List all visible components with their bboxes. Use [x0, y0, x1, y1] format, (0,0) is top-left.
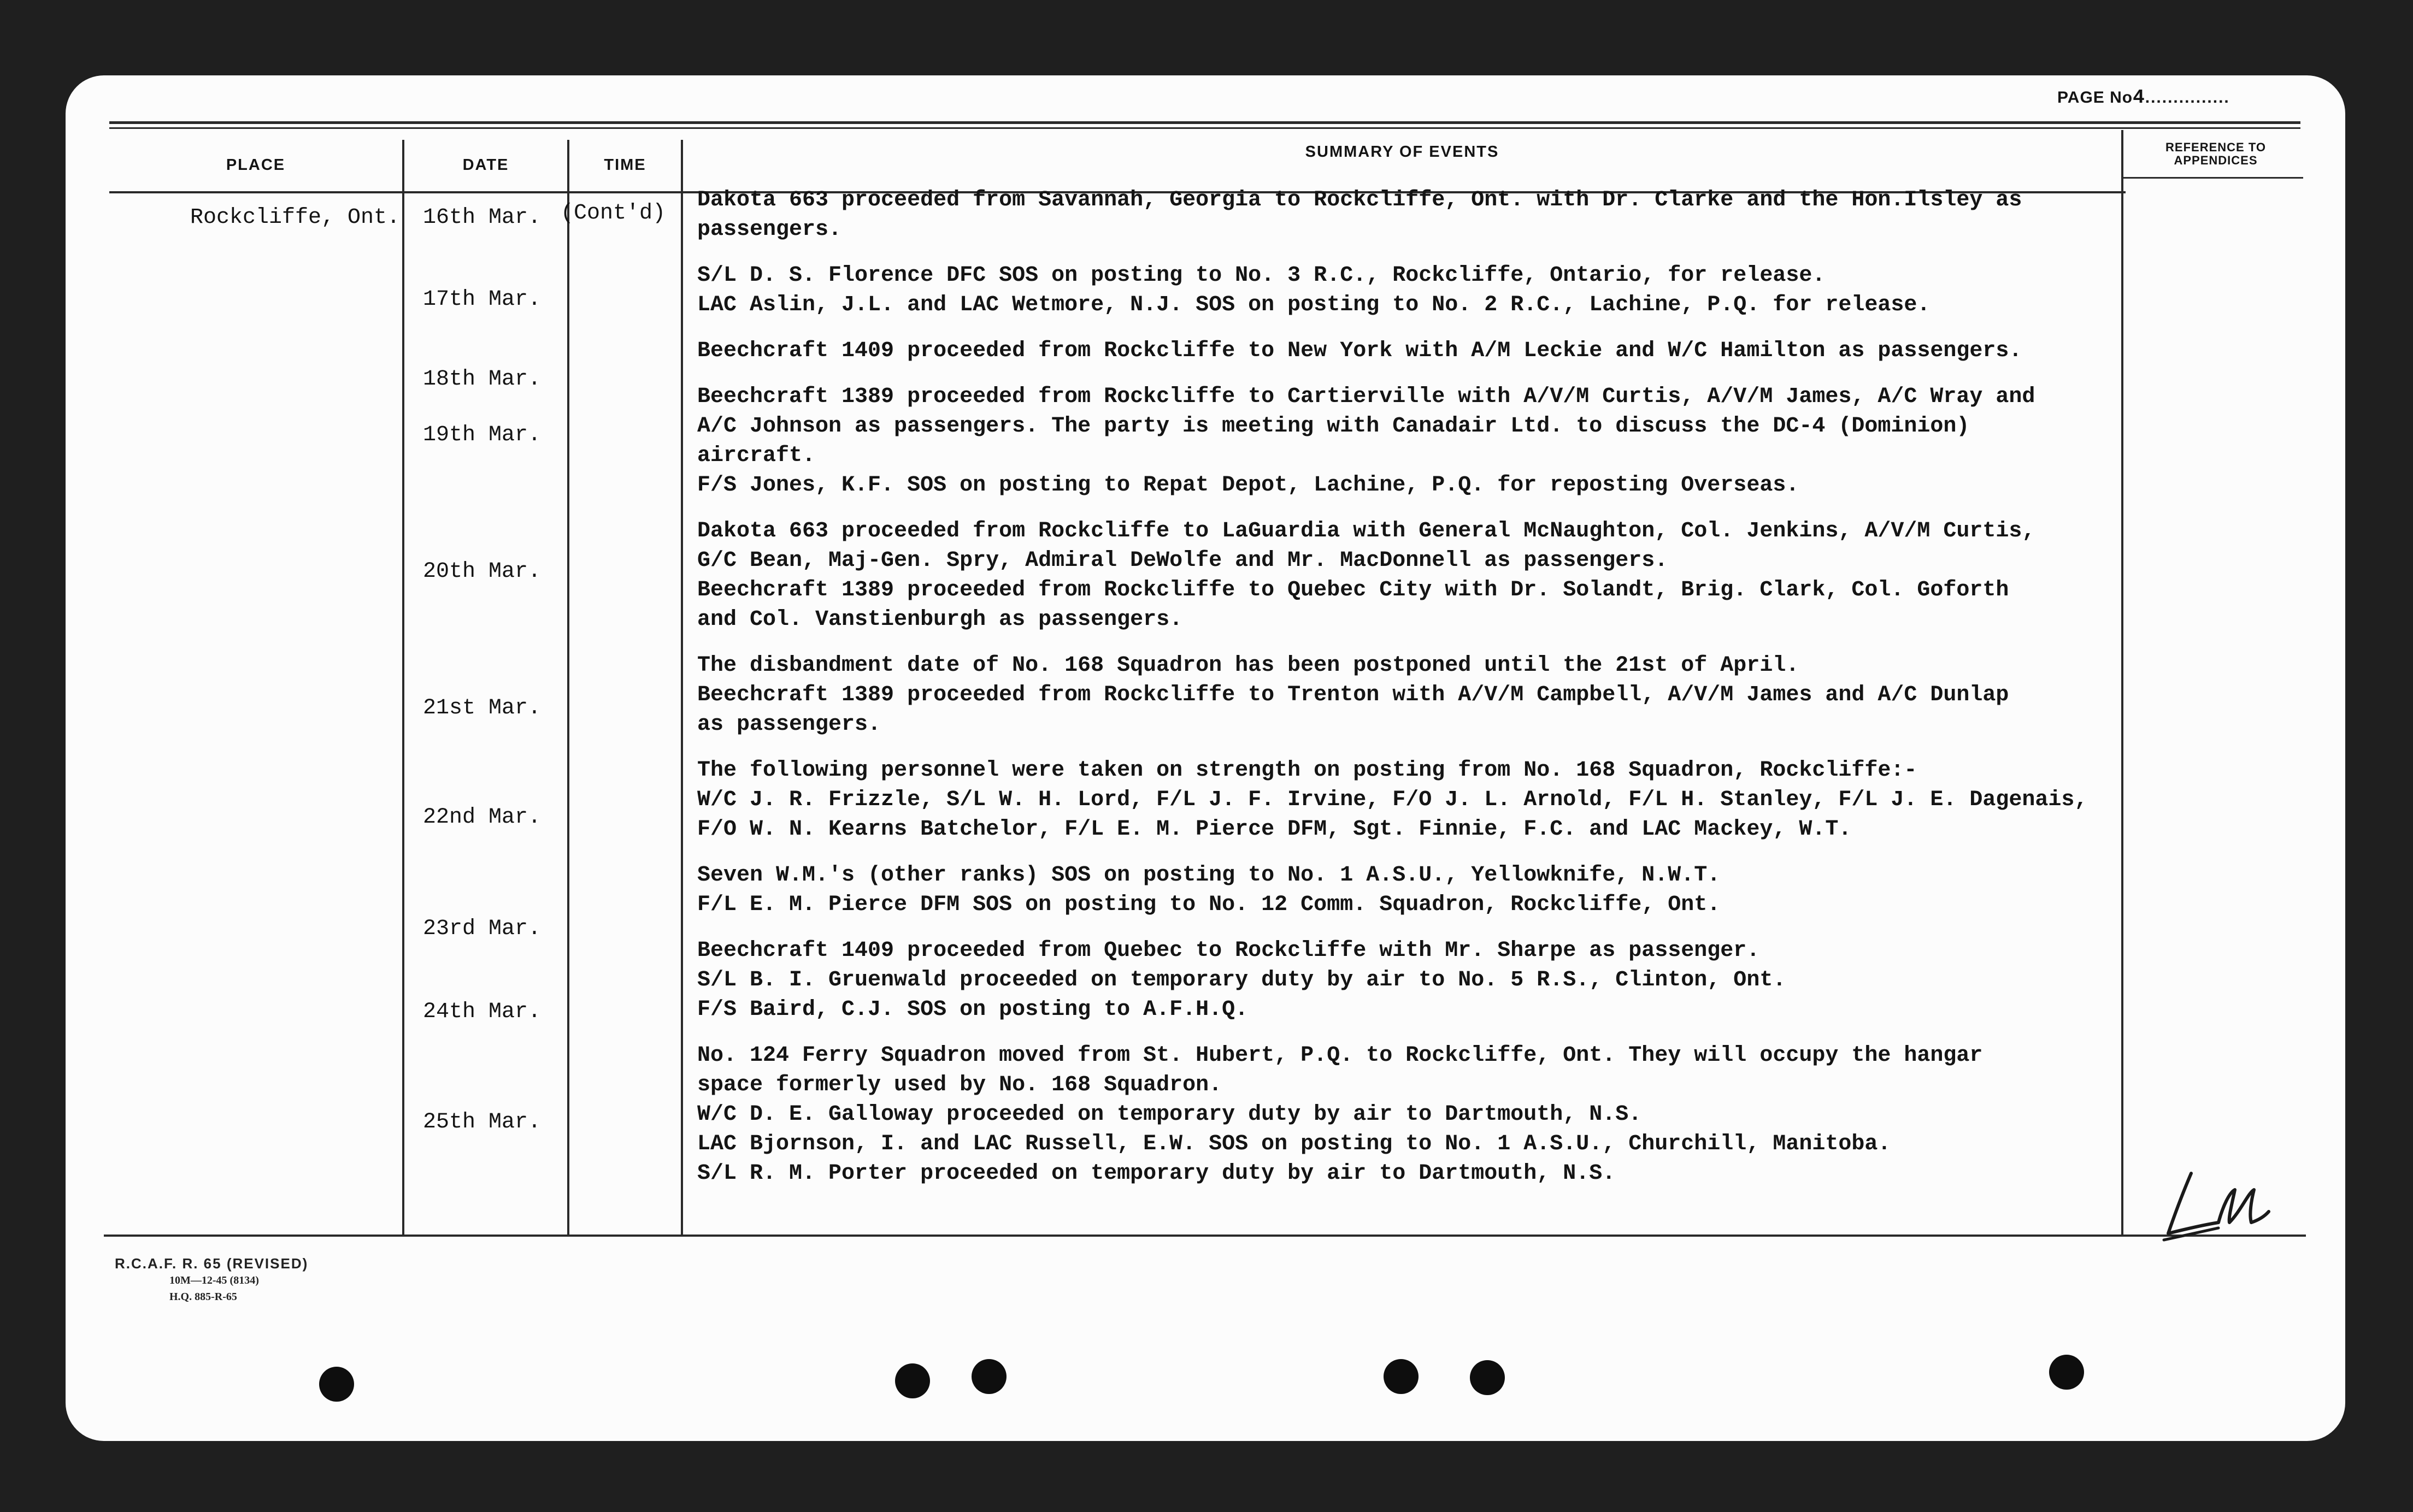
date-16: 16th Mar.: [423, 205, 542, 230]
date-20: 20th Mar.: [423, 559, 542, 584]
entry-21: The disbandment date of No. 168 Squadron has been postponed until the 21st of April. Beechcraft 1389 proceeded from Rockcliffe to Trenton with A/V/M Campbell, A/V/M James and A/C Dunlap as passengers.: [697, 653, 2009, 737]
date-25: 25th Mar.: [423, 1110, 542, 1135]
ref-header-bottom-rule: [2123, 177, 2303, 179]
top-rule-2: [109, 127, 2300, 129]
date-22: 22nd Mar.: [423, 805, 542, 830]
header-summary: SUMMARY OF EVENTS: [1305, 143, 1499, 161]
top-rule-1: [109, 121, 2300, 124]
col-rule-place-date: [402, 140, 404, 1236]
entry-25: No. 124 Ferry Squadron moved from St. Hubert, P.Q. to Rockcliffe, Ont. They will occupy the hangar space formerly used by No. 168 Squadron. W/C D. E. Galloway proceeded on temporary duty by air to Dartmouth, N.S. LAC Bjornson, I. and LAC Russell, E.W. SOS on posting to No. 1 A.S.U., Churchill, Manitoba. S/L R. M. Porter proceeded on temporary duty by air to Dartmouth, N.S.: [697, 1043, 1983, 1186]
date-19: 19th Mar.: [423, 423, 542, 447]
binder-hole-6: [2049, 1355, 2084, 1390]
binder-hole-3: [972, 1359, 1007, 1394]
binder-hole-5: [1470, 1360, 1505, 1395]
date-18: 18th Mar.: [423, 367, 542, 392]
date-17: 17th Mar.: [423, 287, 542, 312]
entry-18: Beechcraft 1409 proceeded from Rockcliffe to New York with A/M Leckie and W/C Hamilton as passengers.: [697, 339, 2022, 363]
header-place: PLACE: [226, 156, 286, 174]
date-23: 23rd Mar.: [423, 917, 542, 941]
form-code: R.C.A.F. R. 65 (REVISED) 10M—12-45 (8134) H.Q. 885-R-65: [115, 1255, 309, 1303]
place-value: Rockcliffe, Ont.: [190, 205, 400, 230]
binder-hole-4: [1384, 1359, 1419, 1394]
summary-of-events: [697, 186, 2216, 1205]
header-date: DATE: [462, 156, 509, 174]
entry-22: The following personnel were taken on strength on posting from No. 168 Squadron, Rockcliffe:- W/C J. R. Frizzle, S/L W. H. Lord, F/L J. F. Irvine, F/O J. L. Arnold, F/L H. Stanley, F/L J. E. Dagenais, F/O W. N. Kearns Batchelor, F/L E. M. Pierce DFM, Sgt. Finnie, F.C. and LAC Mackey, W.T.: [697, 758, 2088, 842]
date-24: 24th Mar.: [423, 1000, 542, 1024]
col-rule-date-time: [567, 140, 569, 1236]
signature-initials: [2153, 1168, 2295, 1244]
entry-23: Seven W.M.'s (other ranks) SOS on posting to No. 1 A.S.U., Yellowknife, N.W.T. F/L E. M. Pierce DFM SOS on posting to No. 12 Comm. Squadron, Rockcliffe, Ont.: [697, 863, 1721, 917]
bottom-rule: [104, 1235, 2306, 1237]
page-number: PAGE No4...............: [2057, 86, 2230, 109]
entry-19: Beechcraft 1389 proceeded from Rockcliffe to Cartierville with A/V/M Curtis, A/V/M James, A/C Wray and A/C Johnson as passengers. The party is meeting with Canadair Ltd. to discuss the DC-4 (Dominion) aircraft. F/S Jones, K.F. SOS on posting to Repat Depot, Lachine, P.Q. for reposting Overseas.: [697, 385, 2035, 498]
binder-hole-2: [895, 1363, 930, 1398]
date-21: 21st Mar.: [423, 696, 542, 720]
entry-17: S/L D. S. Florence DFC SOS on posting to No. 3 R.C., Rockcliffe, Ontario, for release. LAC Aslin, J.L. and LAC Wetmore, N.J. SOS on posting to No. 2 R.C., Lachine, P.Q. for release.: [697, 263, 1931, 317]
header-time: TIME: [604, 156, 646, 174]
time-value: (Cont'd): [561, 201, 666, 226]
col-rule-time-summary: [681, 140, 683, 1236]
entry-24: Beechcraft 1409 proceeded from Quebec to Rockcliffe with Mr. Sharpe as passenger. S/L B. I. Gruenwald proceeded on temporary duty by air to No. 5 R.S., Clinton, Ont. F/S Baird, C.J. SOS on posting to A.F.H.Q.: [697, 938, 1786, 1022]
diary-sheet: [66, 75, 2345, 1441]
entry-16: Dakota 663 proceeded from Savannah, Georgia to Rockcliffe, Ont. with Dr. Clarke and the Hon.Ilsley as passengers.: [697, 188, 2022, 242]
entry-20: Dakota 663 proceeded from Rockcliffe to LaGuardia with General McNaughton, Col. Jenkins, A/V/M Curtis, G/C Bean, Maj-Gen. Spry, Admiral DeWolfe and Mr. MacDonnell as passengers. Beechcraft 1389 proceeded from Rockcliffe to Quebec City with Dr. Solandt, Brig. Clark, Col. Goforth and Col. Vanstienburgh as passengers.: [697, 519, 2035, 632]
header-reference: REFERENCE TO APPENDICES: [2165, 140, 2266, 167]
binder-hole-1: [319, 1367, 354, 1402]
